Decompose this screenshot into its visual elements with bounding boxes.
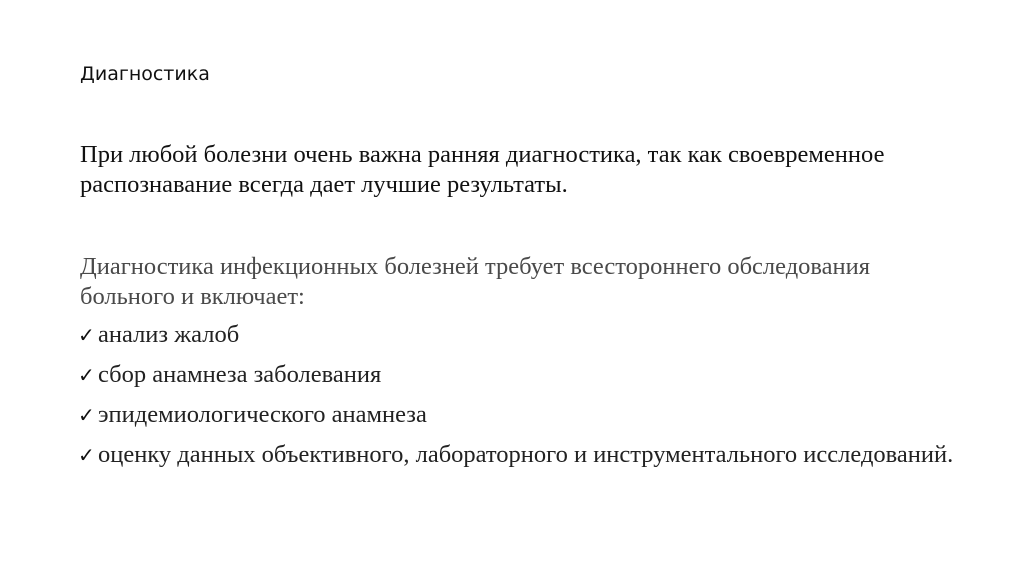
list-item-text: анализ жалоб xyxy=(98,321,240,348)
list-item-text: эпидемиологического анамнеза xyxy=(98,401,427,428)
check-icon: ✓ xyxy=(78,403,95,427)
slide-title: Диагностика xyxy=(80,63,210,85)
diagnostics-paragraph: Диагностика инфекционных болезней требует всестороннего обследования больного и включает: xyxy=(80,253,871,310)
list-item xyxy=(78,320,978,350)
list-item xyxy=(78,360,978,390)
list-item xyxy=(78,440,978,470)
check-icon: ✓ xyxy=(78,323,95,347)
check-icon: ✓ xyxy=(78,363,95,387)
list-item-text: оценку данных объективного, лабораторного и инструментального исследований. xyxy=(98,441,954,468)
list-item xyxy=(78,400,978,430)
list-item-text: сбор анамнеза заболевания xyxy=(98,361,382,388)
check-icon: ✓ xyxy=(78,443,95,467)
intro-paragraph: При любой болезни очень важна ранняя диагностика, так как своевременное распознавание всегда дает лучшие результаты. xyxy=(80,141,885,198)
checklist xyxy=(78,320,978,470)
